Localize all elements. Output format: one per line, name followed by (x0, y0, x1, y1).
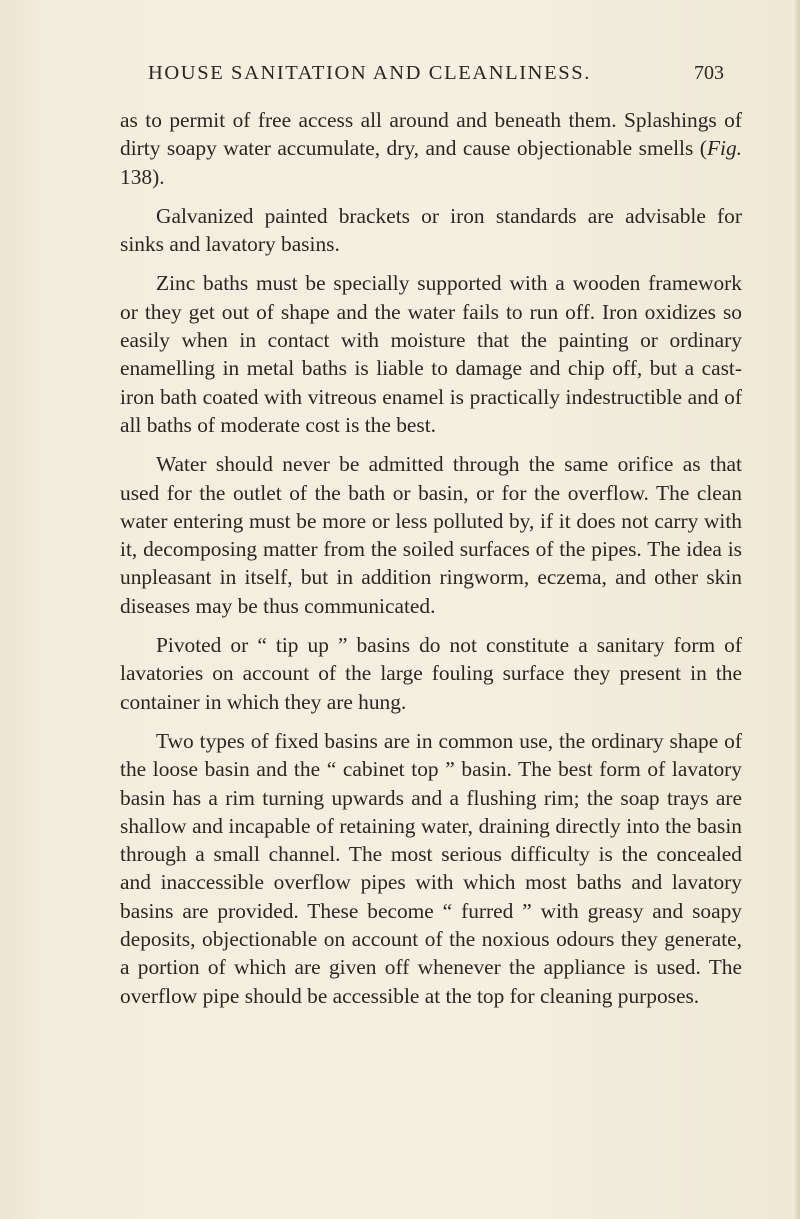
page-edge (795, 0, 800, 1219)
body-text (120, 106, 742, 1021)
paragraph-continued (120, 106, 742, 191)
paragraph-brackets: Galvanized painted brackets or iron standards are advisable for sinks and lavatory basins. (120, 203, 742, 257)
paragraph-zinc-baths: Zinc baths must be specially supported with a wooden framework or they get out of shape and the water fails to run off. Iron oxidizes so easily when in contact with moisture that the painting or ordinary enamelling in metal baths is liable to damage and chip off, but a cast-iron bath coated with vitreous enamel is practically indestructible and of all baths of moderate cost is the best. (120, 271, 742, 437)
running-head (148, 62, 724, 90)
paragraph-water-orifice: Water should never be admitted through the same orifice as that used for the outlet of the bath or basin, or for the overflow. The clean water entering must be more or less polluted by, if it does not carry with it, decomposing matter from the soiled surfaces of the pipes. The idea is unpleasant in itself, but in addition ringworm, eczema, and other skin diseases may be thus communicated. (120, 452, 742, 618)
paragraph-fixed-basins: Two types of fixed basins are in common use, the ordinary shape of the loose basin and the “ cabinet top ” basin. The best form of lavatory basin has a rim turning upwards and a flushing rim; the soap trays are shallow and incapable of retaining water, draining directly into the basin through a small channel. The most serious difficulty is the concealed and inaccessible overflow pipes with which most baths and lavatory basins are provided. These become “ furred ” with greasy and soapy deposits, objectionable on account of the noxious odours they generate, a portion of which are given off whenever the appliance is used. The overflow pipe should be accessible at the top for cleaning purposes. (120, 728, 742, 1008)
page-number: 703 (694, 62, 724, 84)
paragraph-text: as to permit of free access all around and beneath them. Splashings of dirty soapy water accumulate, dry, and cause objectionable smells ( (120, 108, 742, 161)
paragraph-text: 138). (120, 164, 165, 189)
paragraph-pivoted-basins: Pivoted or “ tip up ” basins do not constitute a sanitary form of lavatories on account of the large fouling surface they present in the container in which they are hung. (120, 633, 742, 714)
figure-reference: Fig. (706, 136, 742, 161)
running-head-title: HOUSE SANITATION AND CLEANLINESS. (148, 62, 591, 84)
